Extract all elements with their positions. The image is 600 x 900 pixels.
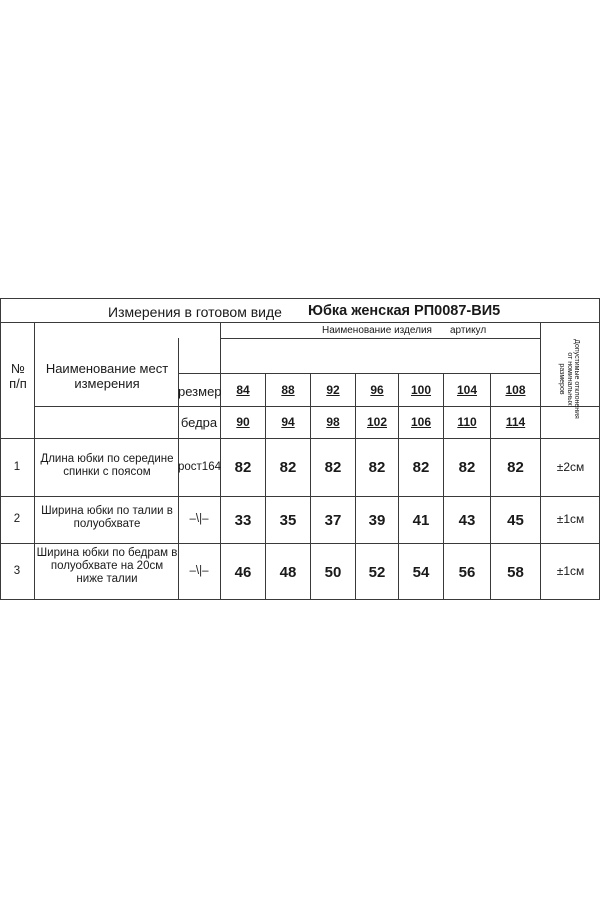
row-value: 35 — [279, 512, 297, 529]
tolerance-header: Допустимые отклонения от номинальных размеров — [558, 339, 580, 419]
size-value: 88 — [281, 383, 295, 397]
hip-value: 110 — [457, 415, 477, 429]
row-value: 82 — [234, 459, 252, 476]
row-value: 82 — [507, 459, 524, 476]
row-measurement-name: Ширина юбки по талии в полуобхвате — [41, 505, 173, 531]
row-value: 45 — [507, 512, 524, 529]
row-measurement-name: Длина юбки по середине спинки с поясом — [40, 453, 174, 479]
hip-value: 94 — [281, 415, 295, 429]
row-number: 2 — [13, 513, 21, 525]
size-value: 96 — [370, 383, 384, 397]
row-value: 82 — [324, 459, 342, 476]
article-caption: артикул — [450, 325, 487, 336]
size-row-label: резмер — [178, 384, 222, 399]
row-number: 3 — [13, 565, 21, 577]
measurement-table — [0, 298, 600, 600]
row-value: 82 — [279, 459, 297, 476]
hip-value: 90 — [236, 415, 250, 429]
row-value: 82 — [368, 459, 386, 476]
row-tolerance: ±1см — [556, 564, 585, 578]
row-note: рост164 — [178, 461, 221, 473]
row-value: 82 — [458, 459, 476, 476]
row-tolerance: ±1см — [556, 512, 585, 526]
name-header: Наименование мест измерения — [45, 361, 169, 391]
row-value: 46 — [234, 564, 252, 581]
row-value: 52 — [368, 564, 386, 581]
row-value: 37 — [324, 512, 342, 529]
hip-value: 114 — [505, 415, 526, 429]
row-note: –\|– — [189, 565, 209, 577]
row-value: 43 — [458, 512, 476, 529]
row-value: 58 — [507, 564, 524, 581]
hip-value: 98 — [326, 415, 340, 429]
row-value: 54 — [412, 564, 430, 581]
row-value: 33 — [234, 512, 252, 529]
product-name: Юбка женская РП0087-ВИ5 — [308, 303, 501, 319]
num-header: № п/п — [9, 361, 27, 391]
row-value: 48 — [279, 564, 297, 581]
hip-value: 102 — [366, 415, 388, 429]
hip-row-label: бедра — [180, 415, 218, 430]
row-number: 1 — [13, 461, 21, 473]
size-value: 100 — [410, 383, 432, 397]
row-measurement-name: Ширина юбки по бедрам в полуобхвате на 20см ниже талии — [36, 547, 178, 586]
row-note: –\|– — [189, 513, 209, 525]
row-value: 50 — [324, 564, 342, 581]
size-value: 84 — [236, 383, 250, 397]
row-value: 41 — [412, 512, 430, 529]
size-value: 108 — [505, 383, 526, 397]
row-tolerance: ±2см — [556, 460, 585, 474]
row-value: 82 — [412, 459, 430, 476]
product-caption: Наименование изделия — [322, 325, 432, 336]
size-value: 92 — [326, 383, 340, 397]
hip-value: 106 — [410, 415, 432, 429]
size-value: 104 — [456, 383, 478, 397]
row-value: 39 — [368, 512, 386, 529]
table-title: Измерения в готовом виде — [108, 304, 282, 320]
row-value: 56 — [458, 564, 476, 581]
